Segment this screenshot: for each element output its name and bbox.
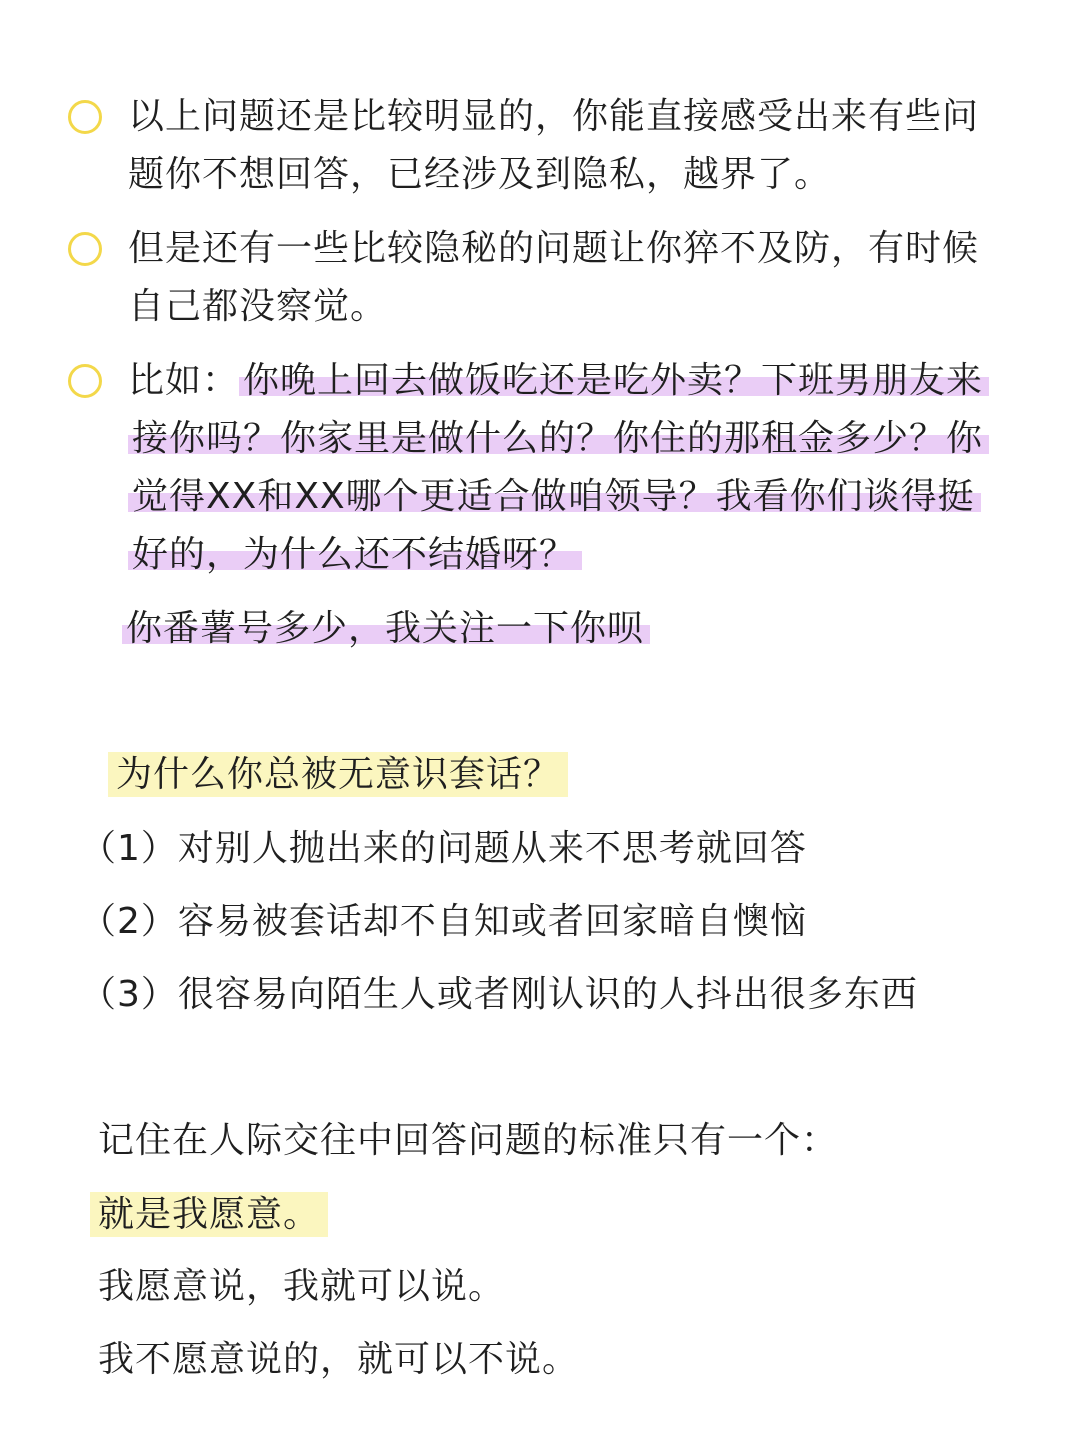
conclusion-lead: 记住在人际交往中回答问题的标准只有一个： bbox=[98, 1120, 839, 1161]
bullet-text: 但是还有一些比较隐秘的问题让你猝不及防，有时候自己都没察觉。 bbox=[128, 228, 980, 327]
section-heading-text: 为什么你总被无意识套话？ bbox=[108, 752, 568, 797]
bullet-prefix: 比如： bbox=[128, 360, 240, 401]
bullet-item bbox=[128, 352, 1008, 584]
bullet-item bbox=[128, 220, 1008, 336]
reason-item: （2）容易被套话却不自知或者回家暗自懊恼 bbox=[80, 901, 807, 942]
bullet-item bbox=[128, 88, 1008, 204]
section-heading bbox=[108, 746, 568, 804]
bullet-text: 以上问题还是比较明显的，你能直接感受出来有些问题你不想回答，已经涉及到隐私，越界了。 bbox=[128, 96, 980, 195]
reason-item: （3）很容易向陌生人或者刚认识的人抖出很多东西 bbox=[80, 974, 918, 1015]
reason-item: （1）对别人抛出来的问题从来不思考就回答 bbox=[80, 828, 807, 869]
conclusion-line: 我愿意说，我就可以说。 bbox=[98, 1266, 506, 1307]
circle-bullet-icon bbox=[68, 232, 102, 266]
circle-bullet-icon bbox=[68, 100, 102, 134]
conclusion-highlight bbox=[90, 1186, 328, 1244]
circle-bullet-icon bbox=[68, 364, 102, 398]
extra-example-text: 你番薯号多少，我关注一下你呗 bbox=[122, 608, 650, 649]
conclusion-highlight-text: 就是我愿意。 bbox=[90, 1192, 328, 1237]
extra-example-line bbox=[122, 600, 650, 658]
conclusion-line: 我不愿意说的，就可以不说。 bbox=[98, 1339, 580, 1380]
highlighted-examples: 你晚上回去做饭吃还是吃外卖？下班男朋友来接你吗？你家里是做什么的？你住的那租金多少？你觉得XX和XX哪个更适合做咱领导？我看你们谈得挺好的，为什么还不结婚呀？ bbox=[128, 360, 989, 575]
